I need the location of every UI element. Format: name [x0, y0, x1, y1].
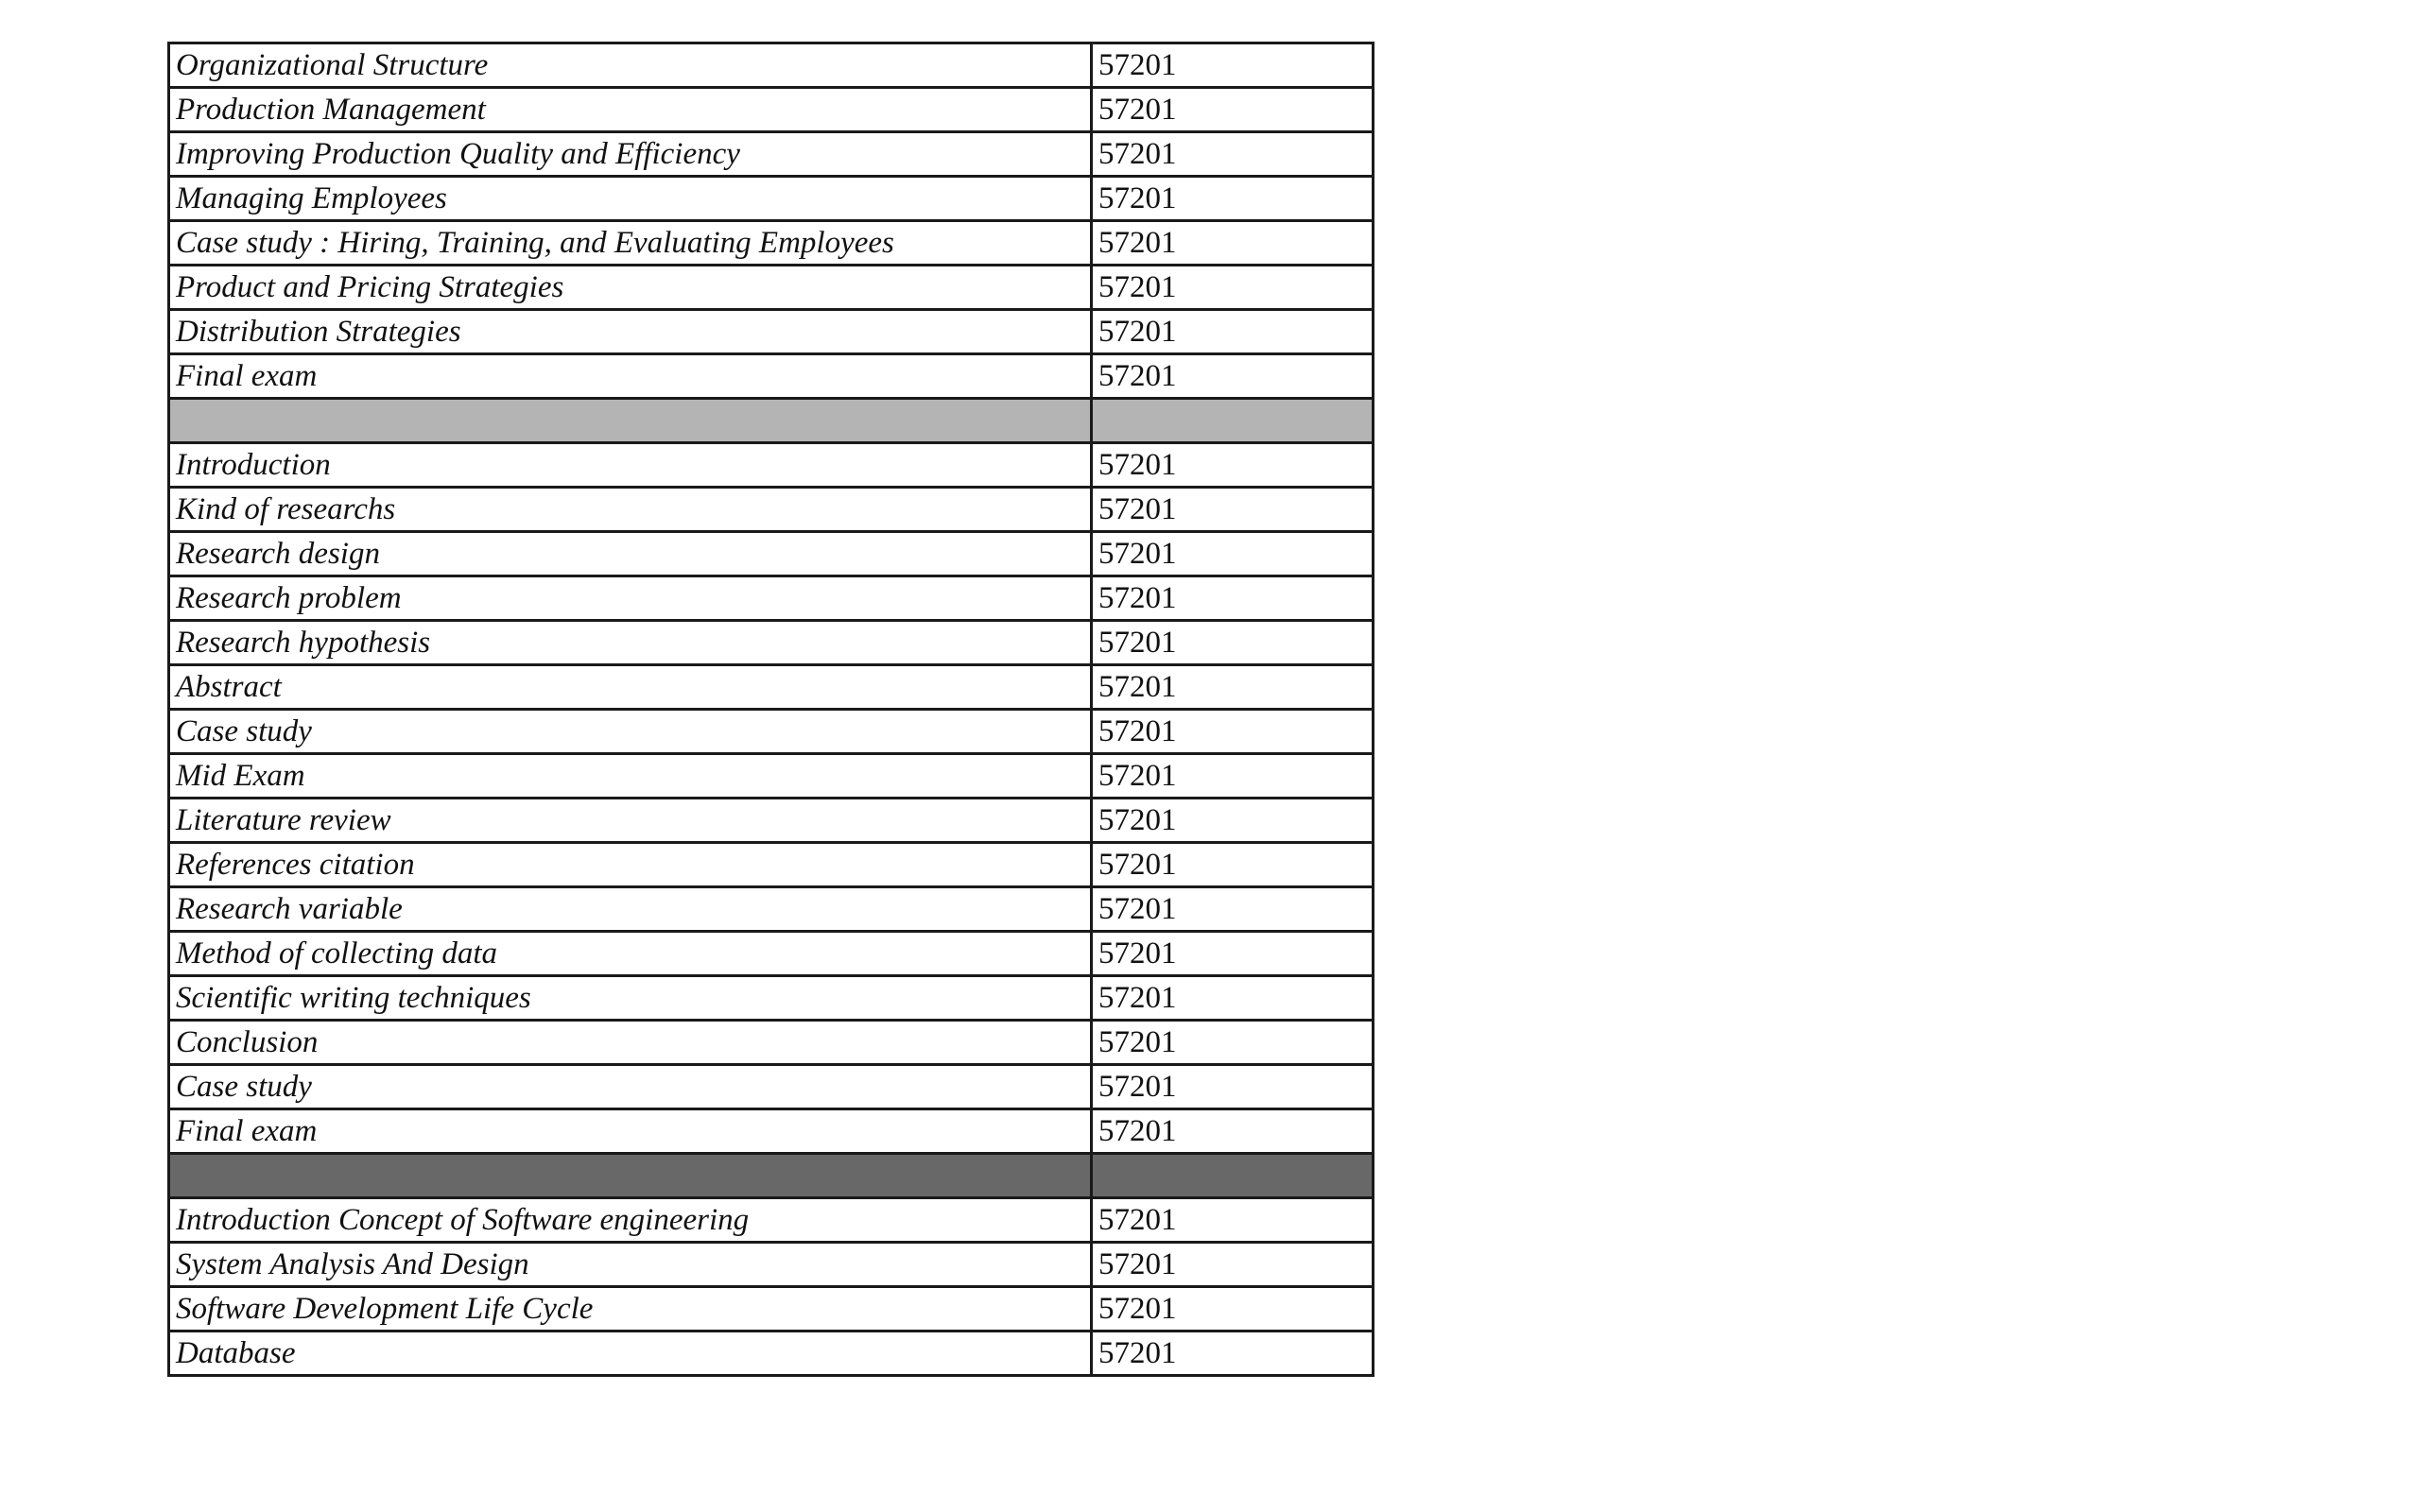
table-row: [169, 266, 1374, 310]
topic-cell[interactable]: Conclusion: [169, 1021, 1092, 1065]
course-code-cell[interactable]: 57201: [1092, 132, 1374, 177]
table-body: [169, 43, 1374, 1376]
table-row: [169, 754, 1374, 799]
course-code-cell[interactable]: 57201: [1092, 488, 1374, 532]
topic-cell[interactable]: Kind of researchs: [169, 488, 1092, 532]
section-separator-row: [169, 399, 1374, 443]
table-row: [169, 576, 1374, 621]
course-code-cell[interactable]: 57201: [1092, 443, 1374, 488]
topic-cell[interactable]: Improving Production Quality and Efficiency: [169, 132, 1092, 177]
topic-cell[interactable]: Software Development Life Cycle: [169, 1287, 1092, 1332]
topic-cell[interactable]: Product and Pricing Strategies: [169, 266, 1092, 310]
table-row: [169, 665, 1374, 710]
course-code-cell[interactable]: 57201: [1092, 88, 1374, 132]
separator-cell[interactable]: [1092, 399, 1374, 443]
course-code-cell[interactable]: 57201: [1092, 754, 1374, 799]
table-row: [169, 1287, 1374, 1332]
topic-cell[interactable]: Final exam: [169, 1109, 1092, 1154]
table-row: [169, 1109, 1374, 1154]
course-code-cell[interactable]: 57201: [1092, 221, 1374, 266]
topic-cell[interactable]: Database: [169, 1332, 1092, 1376]
course-code-cell[interactable]: 57201: [1092, 43, 1374, 88]
course-code-cell[interactable]: 57201: [1092, 621, 1374, 665]
topic-cell[interactable]: Case study: [169, 710, 1092, 754]
table-row: [169, 354, 1374, 399]
course-code-cell[interactable]: 57201: [1092, 1198, 1374, 1243]
table-row: [169, 1198, 1374, 1243]
topic-cell[interactable]: Distribution Strategies: [169, 310, 1092, 354]
topic-cell[interactable]: Managing Employees: [169, 177, 1092, 221]
course-topics-table: [167, 42, 1374, 1377]
table-row: [169, 43, 1374, 88]
course-code-cell[interactable]: 57201: [1092, 266, 1374, 310]
topic-cell[interactable]: Scientific writing techniques: [169, 976, 1092, 1021]
topic-cell[interactable]: Introduction: [169, 443, 1092, 488]
separator-cell[interactable]: [169, 399, 1092, 443]
separator-cell[interactable]: [169, 1154, 1092, 1198]
course-code-cell[interactable]: 57201: [1092, 177, 1374, 221]
topic-cell[interactable]: References citation: [169, 843, 1092, 887]
topic-cell[interactable]: Final exam: [169, 354, 1092, 399]
course-code-cell[interactable]: 57201: [1092, 976, 1374, 1021]
course-code-cell[interactable]: 57201: [1092, 1065, 1374, 1109]
table-row: [169, 621, 1374, 665]
section-separator-row: [169, 1154, 1374, 1198]
table-row: [169, 88, 1374, 132]
course-code-cell[interactable]: 57201: [1092, 354, 1374, 399]
topic-cell[interactable]: Case study: [169, 1065, 1092, 1109]
table-row: [169, 1021, 1374, 1065]
table-row: [169, 843, 1374, 887]
table-row: [169, 177, 1374, 221]
topic-cell[interactable]: Production Management: [169, 88, 1092, 132]
table-row: [169, 532, 1374, 576]
course-code-cell[interactable]: 57201: [1092, 932, 1374, 976]
topic-cell[interactable]: Introduction Concept of Software engineering: [169, 1198, 1092, 1243]
table-row: [169, 1243, 1374, 1287]
course-code-cell[interactable]: 57201: [1092, 1243, 1374, 1287]
topic-cell[interactable]: Method of collecting data: [169, 932, 1092, 976]
table-row: [169, 887, 1374, 932]
table-row: [169, 976, 1374, 1021]
table-row: [169, 132, 1374, 177]
course-code-cell[interactable]: 57201: [1092, 1109, 1374, 1154]
table-row: [169, 221, 1374, 266]
table-row: [169, 1332, 1374, 1376]
separator-cell[interactable]: [1092, 1154, 1374, 1198]
course-code-cell[interactable]: 57201: [1092, 665, 1374, 710]
course-code-cell[interactable]: 57201: [1092, 843, 1374, 887]
table-row: [169, 1065, 1374, 1109]
topic-cell[interactable]: Literature review: [169, 799, 1092, 843]
course-code-cell[interactable]: 57201: [1092, 887, 1374, 932]
table-row: [169, 710, 1374, 754]
topic-cell[interactable]: Research variable: [169, 887, 1092, 932]
topic-cell[interactable]: Case study : Hiring, Training, and Evaluating Employees: [169, 221, 1092, 266]
course-code-cell[interactable]: 57201: [1092, 576, 1374, 621]
topic-cell[interactable]: Research problem: [169, 576, 1092, 621]
table-row: [169, 488, 1374, 532]
topic-cell[interactable]: Research hypothesis: [169, 621, 1092, 665]
topic-cell[interactable]: Research design: [169, 532, 1092, 576]
course-code-cell[interactable]: 57201: [1092, 710, 1374, 754]
topic-cell[interactable]: Abstract: [169, 665, 1092, 710]
course-code-cell[interactable]: 57201: [1092, 1332, 1374, 1376]
topic-cell[interactable]: System Analysis And Design: [169, 1243, 1092, 1287]
course-code-cell[interactable]: 57201: [1092, 799, 1374, 843]
table-row: [169, 799, 1374, 843]
course-code-cell[interactable]: 57201: [1092, 1287, 1374, 1332]
course-code-cell[interactable]: 57201: [1092, 310, 1374, 354]
course-code-cell[interactable]: 57201: [1092, 1021, 1374, 1065]
topic-cell[interactable]: Mid Exam: [169, 754, 1092, 799]
course-code-cell[interactable]: 57201: [1092, 532, 1374, 576]
topic-cell[interactable]: Organizational Structure: [169, 43, 1092, 88]
table-row: [169, 310, 1374, 354]
table-row: [169, 932, 1374, 976]
table-row: [169, 443, 1374, 488]
